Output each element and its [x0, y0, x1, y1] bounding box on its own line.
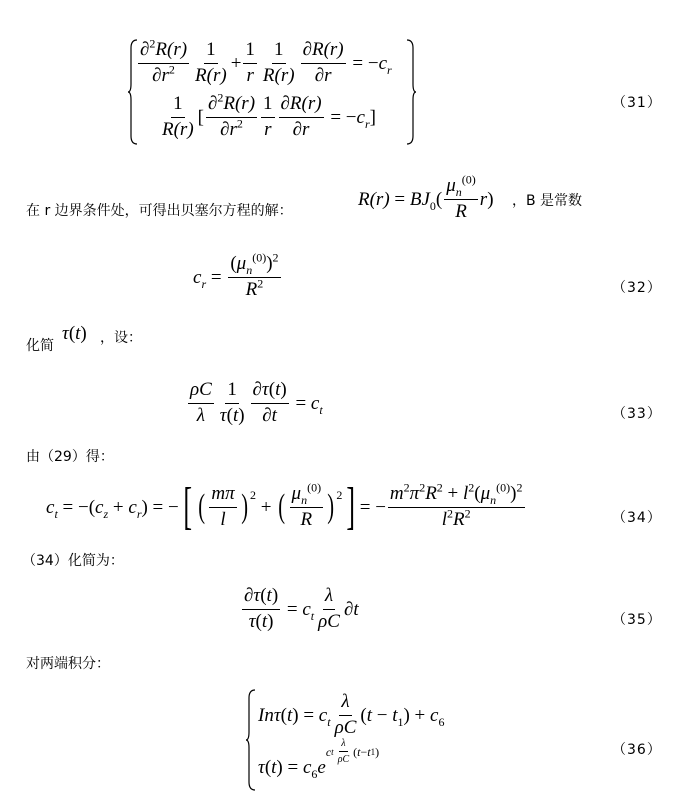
equation-32: $c_r$ = $\frac{(\mu_n^{(0)})^2}{R^2}$	[193, 250, 279, 300]
equation-number-31: （31）	[612, 95, 662, 111]
integrate-text: 对两端积分：	[26, 656, 110, 672]
tau-of-t: τ(t)	[62, 323, 87, 344]
equation-number-36: （36）	[612, 742, 662, 758]
equation-36-line-1: In τ(t) = $c_t$ $\frac{\lambda}{\rho C}$ ( t − $t_1$ ) + $c_6$	[258, 691, 445, 738]
equation-number-33: （33）	[612, 406, 662, 422]
equation-36-line-2: τ(t) = $c_6$ e c t $\frac{\lambda}{\rho C}$ ( t − t 1 )	[258, 738, 380, 781]
right-brace	[406, 38, 416, 146]
simplify-text: 化简	[26, 338, 54, 354]
boundary-suffix: ，B 是常数	[512, 193, 583, 209]
bessel-solution: R(r) = $BJ_0$ ( $\frac{\mu_n^{(0)}}{R}$ r )	[358, 172, 494, 222]
equation-36	[246, 688, 506, 792]
from-29-text: 由（29）得：	[26, 449, 114, 465]
equation-31-line-2: $\frac{1}{R(r)}$ [ $\frac{\partial^2R(r)}{\partial r^2}$ $\frac{1}{r}$ $\frac{\partial R(r)}{\partial r}$ = − $c_r$ ]	[162, 90, 376, 140]
eq34-simplified-text: （34）化简为：	[22, 553, 124, 569]
boundary-text: 在 r 边界条件处，可得出贝塞尔方程的解：	[26, 203, 293, 219]
equation-33: $\frac{\rho C}{\lambda}$ $\frac{1}{\tau(t)}$ $\frac{\partial\tau(t)}{\partial t}$ = $c_t$	[190, 379, 323, 426]
equation-number-35: （35）	[612, 612, 662, 628]
equation-31	[128, 38, 418, 146]
simplify-suffix: ，设：	[100, 330, 142, 346]
equation-35: $\frac{\partial\tau(t)}{\tau(t)}$ = $c_t$ $\frac{\lambda}{\rho C}$ ∂t	[244, 585, 359, 632]
left-brace-36	[246, 688, 256, 792]
equation-34: $c_t$ = −( $c_z$ + $c_r$ ) = − [ ( $\frac{m\pi}{l}$ ) $^2$ + ( $\frac{\mu_n^{(0)}}{R}$ ) $^2$ ] = − $\frac{m^2\pi^2R^2 + l^2(\mu_n^{(0)})^2}{l^2R^2}$	[46, 478, 523, 535]
equation-number-32: （32）	[612, 280, 662, 296]
equation-number-34: （34）	[612, 510, 662, 526]
equation-31-line-1: $\frac{\partial^2R(r)}{\partial r^2}$ $\frac{1}{R(r)}$ + $\frac{1}{r}$ $\frac{1}{R(r)}$ $\frac{\partial R(r)}{\partial r}$ = − $c_r$	[140, 36, 392, 86]
